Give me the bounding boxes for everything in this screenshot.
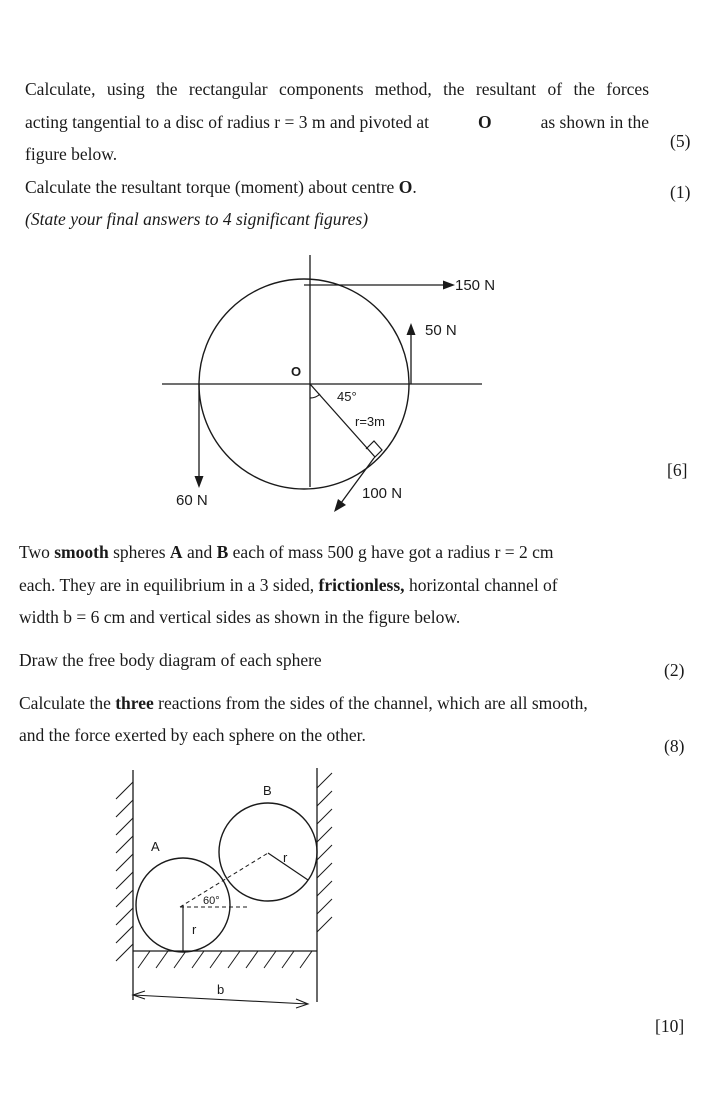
- angle-60-label: 60°: [203, 895, 220, 907]
- q2-bold-three: three: [115, 693, 154, 713]
- sphere-b-label: B: [263, 783, 272, 798]
- angle-45-label: 45°: [337, 389, 357, 404]
- q1-mark-resultant: (5): [670, 131, 691, 151]
- force-100-label: 100 N: [362, 485, 403, 502]
- q1-torque-bold-o: O: [398, 177, 413, 197]
- left-wall-hatching: [116, 782, 133, 961]
- q1-torque-line: Calculate the resultant torque (moment) about centre O.: [25, 177, 417, 197]
- sphere-a-label: A: [151, 839, 160, 854]
- q2-paragraph-line-3: width b = 6 cm and vertical sides as shown in the figure below.: [19, 607, 461, 627]
- q2-fbd-line: Draw the free body diagram of each sphere: [19, 650, 322, 670]
- q2-bold-smooth: smooth: [54, 542, 109, 562]
- q1-paragraph-line-1: Calculate, using the rectangular components method, the resultant of the forces: [25, 79, 649, 99]
- q2-reactions-line-1: Calculate the three reactions from the sides of the channel, which are all smooth,: [19, 693, 588, 713]
- q2-bold-frictionless: frictionless,: [318, 575, 405, 595]
- q2-reactions-line-2: and the force exerted by each sphere on the other.: [19, 725, 366, 745]
- q1-line2-bold-o: O: [477, 112, 492, 132]
- q1-paragraph-line-3: figure below.: [25, 144, 118, 164]
- width-b-label: b: [217, 982, 225, 997]
- q1-mark-torque: (1): [670, 182, 691, 202]
- q1-line2-text-a: acting tangential to a disc of radius r = 3 m and pivoted at: [25, 112, 429, 132]
- right-wall-hatching: [317, 773, 332, 932]
- q2-mark-reactions: (8): [664, 736, 685, 756]
- floor-hatching: [138, 951, 312, 968]
- q1-total-marks: [6]: [667, 460, 688, 480]
- sphere-b-radius-label: r: [283, 850, 288, 865]
- q2-bold-b: B: [216, 542, 229, 562]
- center-o-label: O: [291, 364, 302, 379]
- sphere-a-radius-label: r: [192, 922, 197, 937]
- force-150-label: 150 N: [455, 277, 496, 294]
- q1-line2-text-c: as shown in the: [540, 112, 649, 132]
- q2-paragraph-line-1: Two smooth spheres A and B each of mass 500 g have got a radius r = 2 cm: [19, 542, 554, 562]
- q2-bold-a: A: [169, 542, 183, 562]
- q2-paragraph-line-2: each. They are in equilibrium in a 3 sided, frictionless, horizontal channel of: [19, 575, 558, 595]
- q2-total-marks: [10]: [655, 1016, 685, 1036]
- q1-note: (State your final answers to 4 significant figures): [25, 209, 369, 229]
- q2-mark-fbd: (2): [664, 660, 685, 680]
- force-60-label: 60 N: [176, 492, 208, 509]
- radius-3m-label: r=3m: [355, 414, 385, 429]
- force-50-label: 50 N: [425, 322, 457, 339]
- sphere-b: [219, 803, 317, 901]
- sphere-b-radius: [268, 853, 308, 880]
